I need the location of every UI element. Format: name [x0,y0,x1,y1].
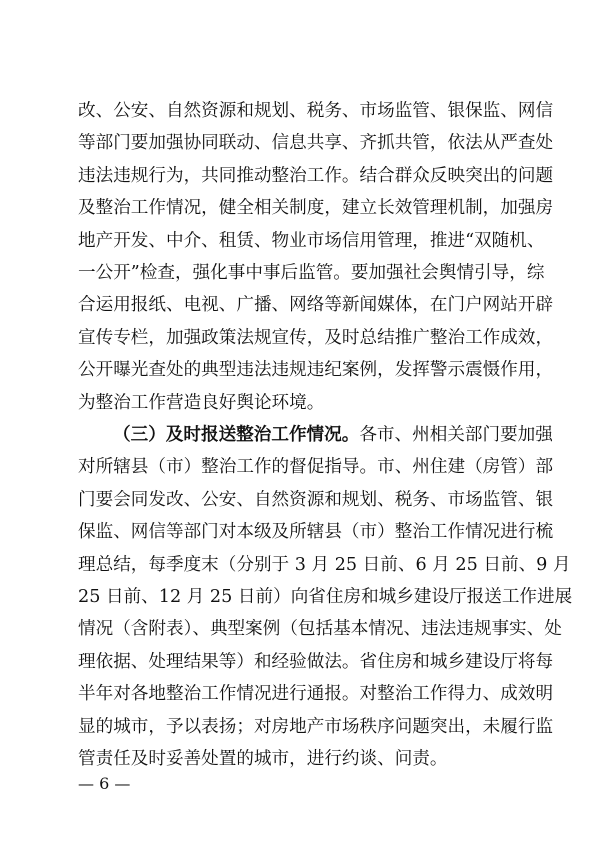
text-line: 违法违规行为，共同推动整治工作。结合群众反映突出的问题 [78,165,554,186]
text-line: 一公开”检查，强化事中事后监管。要加强社会舆情引导，综 [78,262,545,283]
text-line: 理依据、处理结果等）和经验做法。省住房和城乡建设厅将每 [78,651,554,672]
text-line: 合运用报纸、电视、广播、网络等新闻媒体，在门户网站开辟 [78,295,554,316]
text-line: 门要会同发改、公安、自然资源和规划、税务、市场监管、银 [78,489,554,510]
text-line: 对所辖县（市）整治工作的督促指导。市、州住建（房管）部 [78,457,554,478]
section-heading-rest: 各市、州相关部门要加强 [359,425,553,445]
text-line: 公开曝光查处的典型违法违规违纪案例，发挥警示震慑作用， [78,360,554,381]
text-line: 改、公安、自然资源和规划、税务、市场监管、银保监、网信 [78,101,554,121]
paragraph-2 [78,424,573,780]
section-heading-line [78,424,553,456]
section-heading: （三）及时报送整治工作情况。 [113,424,360,445]
text-line: 理总结，每季度末（分别于 3 月 25 日前、6 月 25 日前、9 月 [78,554,571,575]
text-line: 及整治工作情况，健全相关制度，建立长效管理机制，加强房 [78,198,554,219]
paragraph-1 [78,100,554,424]
page-number: — 6 — [78,774,131,793]
text-line: 显的城市，予以表扬；对房地产市场秩序问题突出，未履行监 [78,716,554,737]
text-line: 25 日前、12 月 25 日前）向省住房和城乡建设厅报送工作进展 [78,586,573,607]
text-line: 半年对各地整治工作情况进行通报。对整治工作得力、成效明 [78,684,554,705]
text-line: 管责任及时妥善处置的城市，进行约谈、问责。 [78,748,448,769]
text-line: 为整治工作营造良好舆论环境。 [78,392,325,413]
text-line: 保监、网信等部门对本级及所辖县（市）整治工作情况进行梳 [78,522,554,543]
text-line: 宣传专栏，加强政策法规宣传，及时总结推广整治工作成效， [78,327,554,348]
text-line: 地产开发、中介、租赁、物业市场信用管理，推进“双随机、 [78,230,545,251]
text-line: 等部门要加强协同联动、信息共享、齐抓共管，依法从严查处 [78,133,554,154]
text-line: 情况（含附表）、典型案例（包括基本情况、违法违规事实、处 [78,619,562,640]
